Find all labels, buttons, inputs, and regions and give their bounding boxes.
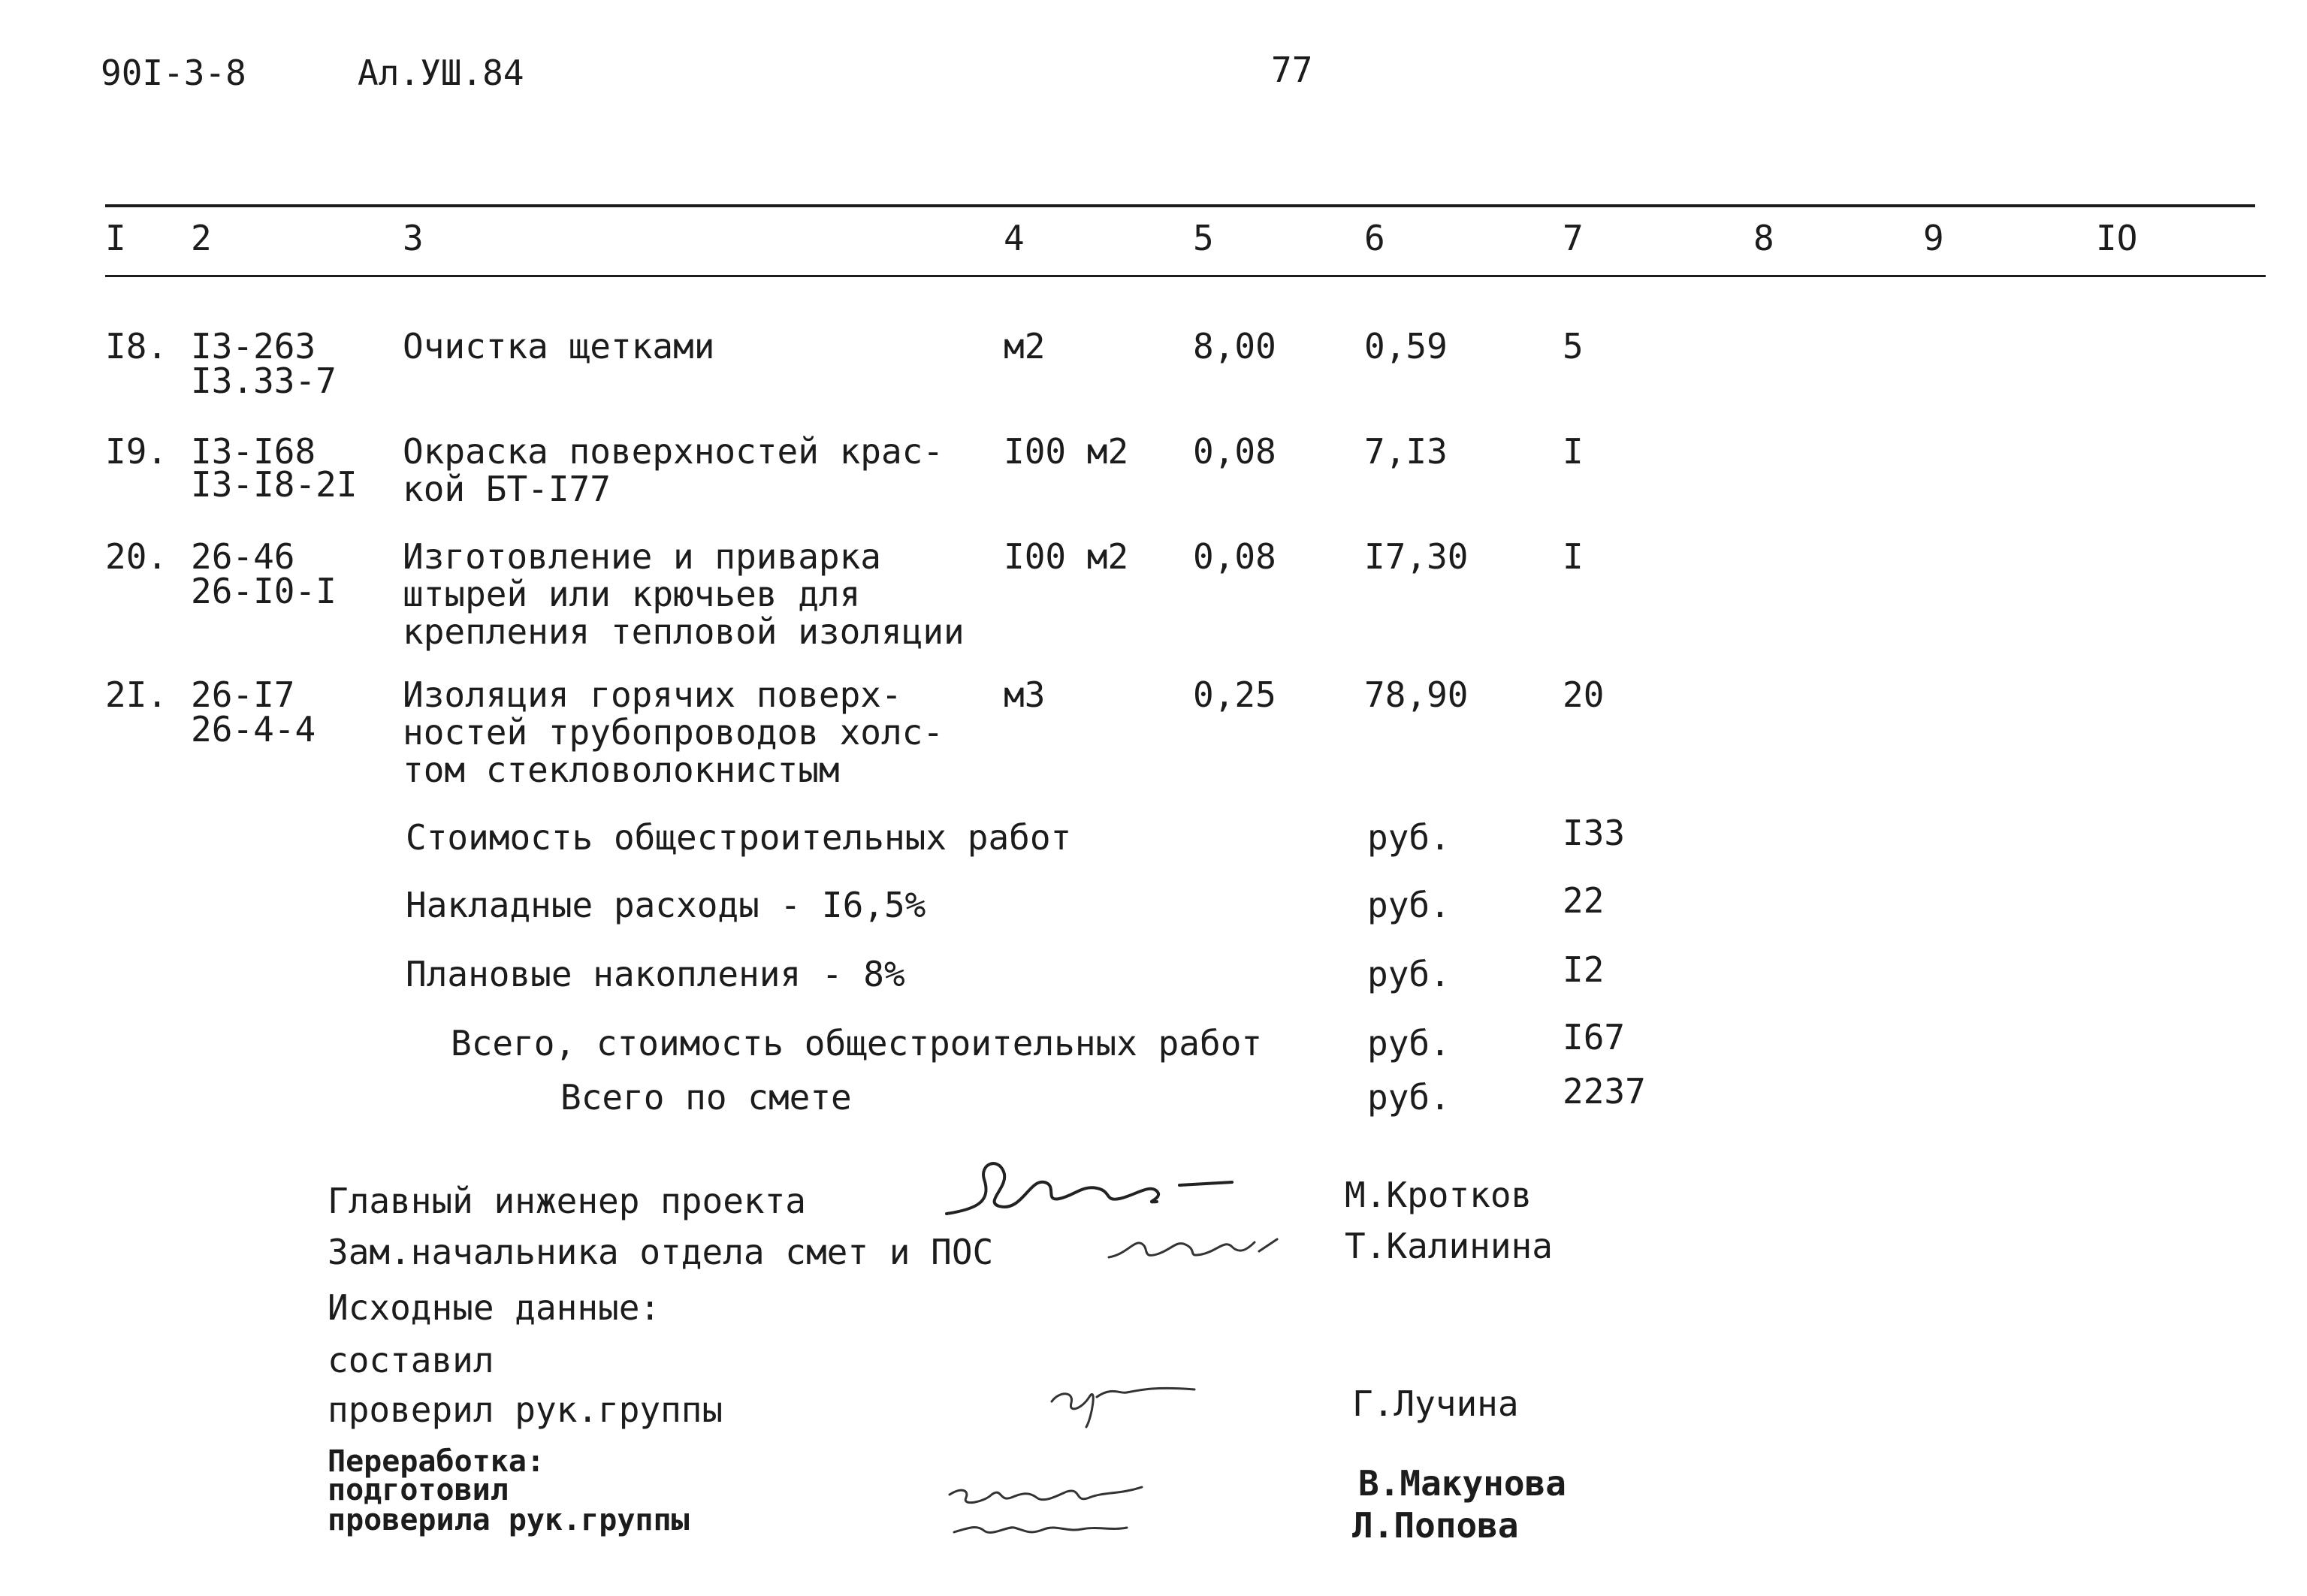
unit-price: 7,I3	[1364, 431, 1448, 472]
unit: м3	[1004, 674, 1046, 715]
summary-value: I67	[1563, 1017, 1626, 1057]
summary-label: Всего по смете	[560, 1077, 852, 1118]
summary-value: 22	[1563, 880, 1605, 921]
prepared-signatures	[939, 1465, 1164, 1547]
summary-label: Стоимость общестроительных работ	[406, 817, 1072, 858]
total-cost: 20	[1563, 674, 1605, 715]
checked-head-name: Г.Лучина	[1352, 1383, 1519, 1424]
column-number: 2	[191, 218, 212, 258]
summary-unit: руб.	[1367, 954, 1451, 994]
norm-code: 26-I0-I	[191, 571, 337, 611]
summary-label: Накладные расходы - I6,5%	[406, 885, 926, 925]
source-data-label: Исходные данные:	[328, 1287, 661, 1328]
quantity: 8,00	[1193, 326, 1276, 367]
chief-engineer-title: Главный инженер проекта	[328, 1181, 806, 1221]
column-number: 3	[403, 218, 424, 258]
chief-engineer-signature	[932, 1149, 1247, 1224]
unit: м2	[1004, 326, 1046, 367]
column-number: 6	[1364, 218, 1385, 258]
summary-value: I33	[1563, 813, 1626, 853]
total-cost: I	[1563, 431, 1584, 472]
total-cost: I	[1563, 536, 1584, 577]
row-number: 20.	[105, 536, 168, 577]
column-number: 7	[1563, 218, 1584, 258]
row-number: I9.	[105, 431, 168, 472]
rate-code: I3-263	[191, 326, 316, 367]
norm-code: I3.33-7	[191, 361, 337, 401]
work-name: Изоляция горячих поверх- ностей трубопроводов холс- том стекловолокнистым	[403, 674, 944, 790]
summary-unit: руб.	[1367, 817, 1451, 858]
table-top-rule	[105, 204, 2255, 207]
work-name: Окраска поверхностей крас- кой БТ-I77	[403, 431, 944, 509]
row-number: 2I.	[105, 674, 168, 715]
summary-label: Плановые накопления - 8%	[406, 954, 905, 994]
prepared-label: подготовил	[328, 1473, 509, 1507]
prepared-name: В.Макунова	[1358, 1463, 1566, 1504]
unit-price: 0,59	[1364, 326, 1448, 367]
checked-group-label: проверила рук.группы	[328, 1503, 690, 1537]
summary-label: Всего, стоимость общестроительных работ	[451, 1023, 1263, 1063]
summary-unit: руб.	[1367, 1023, 1451, 1063]
checked-head-signature	[1044, 1364, 1209, 1432]
deputy-signature	[1104, 1217, 1285, 1269]
summary-value: 2237	[1563, 1071, 1646, 1112]
deputy-name: Т.Калинина	[1345, 1226, 1553, 1266]
page-number: 77	[1271, 50, 1313, 90]
revision-label: Переработка:	[328, 1444, 545, 1479]
unit-price: 78,90	[1364, 674, 1469, 715]
album-number: Ал.УШ.84	[358, 53, 524, 93]
unit: I00 м2	[1004, 536, 1129, 577]
row-number: I8.	[105, 326, 168, 367]
summary-unit: руб.	[1367, 885, 1451, 925]
norm-code: 26-4-4	[191, 709, 316, 750]
deputy-title: Зам.начальника отдела смет и ПОС	[328, 1232, 994, 1272]
quantity: 0,25	[1193, 674, 1276, 715]
composed-label: составил	[328, 1340, 494, 1380]
rate-code: 26-46	[191, 536, 295, 577]
checked-group-name: Л.Попова	[1352, 1505, 1519, 1546]
work-name: Очистка щетками	[403, 326, 715, 367]
table-header-rule	[105, 275, 2266, 277]
document-code: 90I-3-8	[101, 53, 246, 93]
summary-unit: руб.	[1367, 1077, 1451, 1118]
rate-code: I3-I68	[191, 431, 316, 472]
column-number: 8	[1753, 218, 1774, 258]
column-number: 9	[1923, 218, 1944, 258]
column-number: 4	[1004, 218, 1025, 258]
unit-price: I7,30	[1364, 536, 1469, 577]
rate-code: 26-I7	[191, 674, 295, 715]
column-number: I	[105, 218, 126, 258]
total-cost: 5	[1563, 326, 1584, 367]
unit: I00 м2	[1004, 431, 1129, 472]
column-number: IO	[2096, 218, 2138, 258]
work-name: Изготовление и приварка штырей или крючьев для крепления тепловой изоляции	[403, 536, 965, 652]
checked-head-label: проверил рук.группы	[328, 1389, 723, 1430]
summary-value: I2	[1563, 949, 1605, 990]
quantity: 0,08	[1193, 536, 1276, 577]
column-number: 5	[1193, 218, 1214, 258]
chief-engineer-name: М.Кротков	[1345, 1175, 1532, 1215]
norm-code: I3-I8-2I	[191, 464, 358, 505]
quantity: 0,08	[1193, 431, 1276, 472]
